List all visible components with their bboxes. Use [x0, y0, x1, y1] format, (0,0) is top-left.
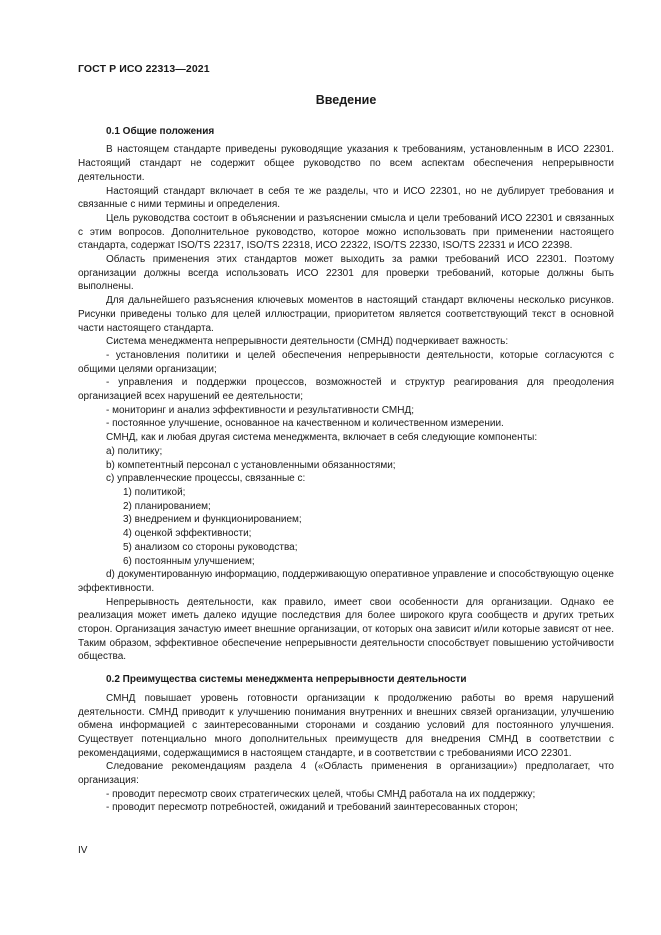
sub-list-item: 1) политикой; [123, 486, 186, 498]
sub-list-item: 2) планированием; [123, 500, 211, 512]
page-title: Введение [315, 93, 377, 107]
paragraph: Система менеджмента непрерывности деятельности (СМНД) подчеркивает важность: [106, 336, 509, 348]
section-heading-benefits: 0.2 Преимущества системы менеджмента непрерывности деятельности [106, 674, 467, 686]
list-item: - проводит пересмотр потребностей, ожиданий и требований заинтересованных сторон; [106, 802, 518, 814]
list-item: - мониторинг и анализ эффективности и результативности СМНД; [106, 404, 414, 416]
list-item: - проводит пересмотр своих стратегических целей, чтобы СМНД работала на их поддержку; [106, 788, 536, 800]
list-item: - постоянное улучшение, основанное на качественном и количественном измерении. [106, 418, 504, 430]
sub-list-item: 4) оценкой эффективности; [123, 528, 252, 540]
paragraph: СМНД, как и любая другая система менеджмента, включает в себя следующие компоненты: [106, 432, 538, 444]
sub-list-item: 6) постоянным улучшением; [123, 555, 255, 567]
paragraph: Цель руководства состоит в объяснении и разъяснении смысла и цели требований ИСО 22301 и связанных с этим вопросов. Дополнительное руководство, которое можно использовать при применении настоящего стандарта, содержат ISO/TS 22317, ISO/TS 22318, ИСО 22322, ISO/TS 22330, ISO/TS 22331 и ИСО 22398. [78, 212, 614, 252]
paragraph: В настоящем стандарте приведены руководящие указания к требованиям, установленным в ИСО 22301. Настоящий стандарт не содержит общее руководство по всем аспектам обеспечения непрерывности деятельности. [78, 144, 614, 183]
paragraph: Настоящий стандарт включает в себя те же разделы, что и ИСО 22301, но не дублирует требования и связанные с ними термины и определения. [78, 185, 614, 211]
list-item: d) документированную информацию, поддерживающую оперативное управление и способствующую оценке эффективности. [78, 569, 614, 594]
list-item: a) политику; [106, 445, 163, 457]
document-body [78, 94, 614, 815]
sub-list-item: 3) внедрением и функционированием; [123, 514, 302, 526]
list-item: - установления политики и целей обеспечения непрерывности деятельности, которые согласуются с общими целями организации; [78, 349, 614, 375]
section-heading-general: 0.1 Общие положения [106, 125, 215, 137]
sub-list-item: 5) анализом со стороны руководства; [123, 541, 298, 553]
list-item: - управления и поддержки процессов, возможностей и структур реагирования для преодоления организацией всех нарушений ее деятельности; [78, 377, 614, 403]
list-item: b) компетентный персонал с установленными обязанностями; [106, 459, 396, 471]
page-number: IV [78, 845, 88, 856]
paragraph: Непрерывность деятельности, как правило, имеет свои особенности для организации. Однако ее реализация может иметь далеко идущие последствия для более широкого круга сообществ и других третьих сторон. Организация зачастую имеет внешние организации, от которых она зависит и/или которые зависят от нее. Таким образом, эффективное обеспечение непрерывности деятельности способствует повышению устойчивости общества. [78, 596, 614, 663]
paragraph: Следование рекомендациям раздела 4 («Область применения в организации») предполагает, что организация: [78, 761, 614, 787]
paragraph: Область применения этих стандартов может выходить за рамки требований ИСО 22301. Поэтому организации должны всегда использовать ИСО 22301 для проверки требований, которые должны быть выполнены. [78, 254, 614, 293]
paragraph: СМНД повышает уровень готовности организации к продолжению работы во время нарушений деятельности. СМНД приводит к улучшению понимания внутренних и внешних связей организации, улучшению обмена информацией с заинтересованными сторонами и созданию условий для постоянного улучшения. Существует потенциально много дополнительных преимуществ для внедрения СМНД в соответствии с рекомендациями, содержащимися в настоящем стандарте, и в соответствии с требованиями ИСО 22301. [78, 692, 614, 759]
paragraph: Для дальнейшего разъяснения ключевых моментов в настоящий стандарт включены несколько рисунков. Рисунки приведены только для целей иллюстрации, приоритетом является соответствующий текст в основной части настоящего стандарта. [78, 295, 614, 334]
list-item: c) управленческие процессы, связанные с: [106, 473, 306, 485]
document-header: ГОСТ Р ИСО 22313—2021 [78, 63, 210, 75]
